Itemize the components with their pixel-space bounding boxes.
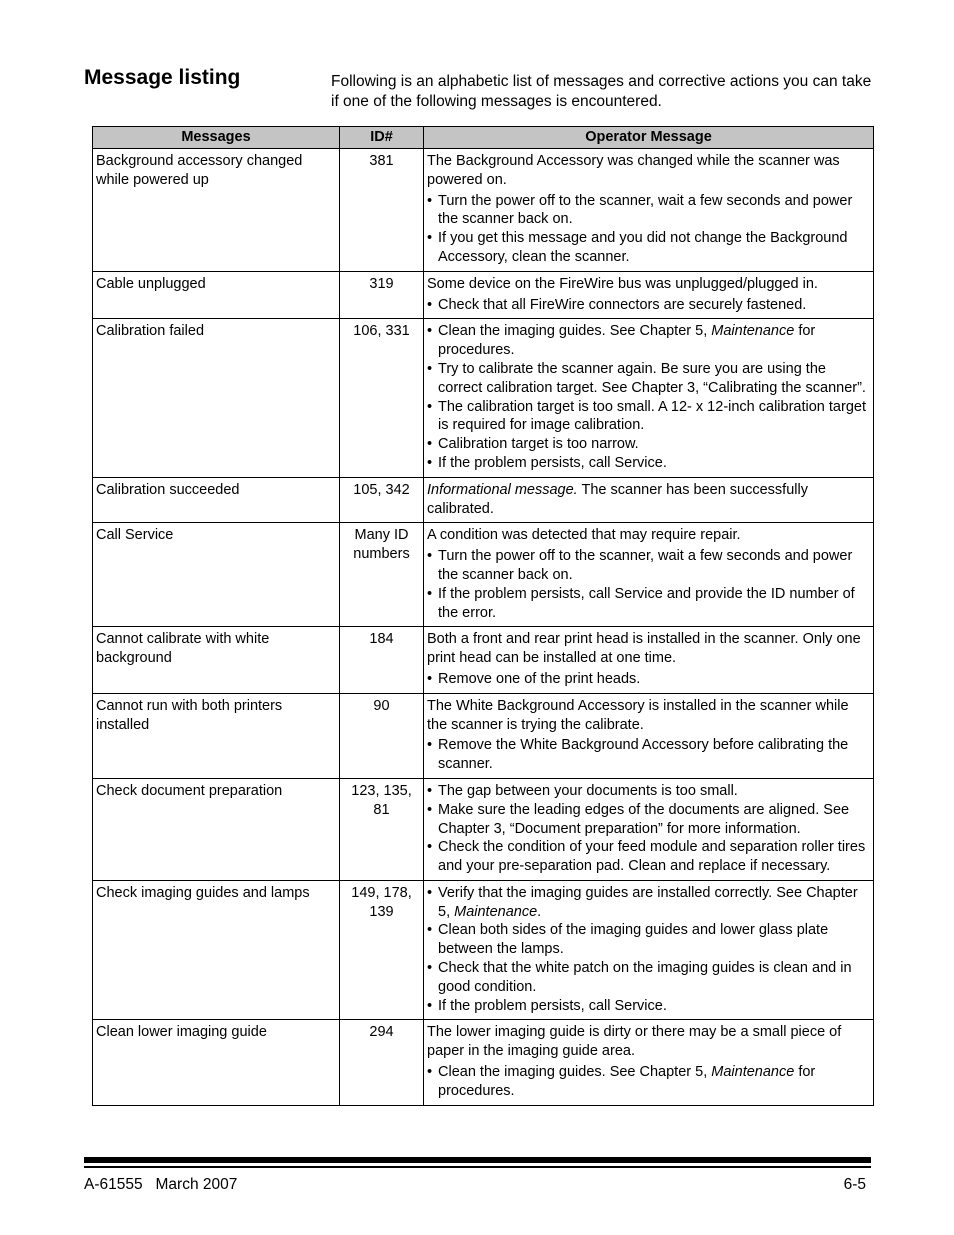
table-header-row — [93, 127, 874, 149]
operator-message-text: A condition was detected that may require repair. — [427, 527, 741, 544]
action-item: • If the problem persists, call Service and provide the ID number of the error. — [427, 585, 870, 623]
operator-message-text: The lower imaging guide is dirty or there may be a small piece of paper in the imaging guide area. — [427, 1024, 842, 1060]
action-list — [427, 322, 870, 472]
message-id: 106, 331 — [340, 319, 424, 477]
action-item: • If the problem persists, call Service. — [427, 454, 870, 473]
action-list — [427, 547, 870, 622]
action-item: • Try to calibrate the scanner again. Be sure you are using the correct calibration target. See Chapter 3, “Calibrating the scanner”. — [427, 360, 870, 398]
message-id: Many ID numbers — [340, 523, 424, 627]
footer-doc-id-date: A-61555 March 2007 — [84, 1176, 238, 1193]
table-row — [93, 627, 874, 693]
message-name: Calibration succeeded — [93, 477, 340, 523]
action-item: • The gap between your documents is too small. — [427, 782, 870, 801]
operator-message — [424, 693, 874, 778]
table-body — [93, 149, 874, 1106]
footer-page-number: 6-5 — [843, 1176, 866, 1193]
message-name: Background accessory changed while powered up — [93, 149, 340, 272]
action-item: • Remove the White Background Accessory before calibrating the scanner. — [427, 736, 870, 774]
intro-paragraph: Following is an alphabetic list of messages and corrective actions you can take if one of the following messages is encountered. — [331, 73, 872, 110]
header-operator-message: Operator Message — [424, 127, 874, 149]
message-id: 319 — [340, 271, 424, 319]
table-row — [93, 523, 874, 627]
table-row — [93, 319, 874, 477]
action-list — [427, 782, 870, 876]
action-item: • Clean the imaging guides. See Chapter 5, Maintenance for procedures. — [427, 322, 870, 360]
operator-message — [424, 880, 874, 1020]
operator-message-text: Both a front and rear print head is installed in the scanner. Only one print head can be installed at one time. — [427, 631, 861, 667]
action-item: • Make sure the leading edges of the documents are aligned. See Chapter 3, “Document preparation” for more information. — [427, 801, 870, 839]
message-name: Clean lower imaging guide — [93, 1020, 340, 1105]
operator-message — [424, 271, 874, 319]
operator-message-text: Informational message. The scanner has been successfully calibrated. — [427, 481, 808, 517]
action-item: • Verify that the imaging guides are installed correctly. See Chapter 5, Maintenance. — [427, 884, 870, 922]
message-name: Call Service — [93, 523, 340, 627]
operator-message — [424, 477, 874, 523]
message-id: 90 — [340, 693, 424, 778]
message-name: Check imaging guides and lamps — [93, 880, 340, 1020]
message-id: 294 — [340, 1020, 424, 1105]
action-list — [427, 736, 870, 774]
message-name: Cable unplugged — [93, 271, 340, 319]
action-item: • Calibration target is too narrow. — [427, 435, 870, 454]
message-id: 381 — [340, 149, 424, 272]
operator-message — [424, 1020, 874, 1105]
operator-message — [424, 523, 874, 627]
operator-message-text: The Background Accessory was changed while the scanner was powered on. — [427, 153, 840, 188]
footer-rule-thick — [84, 1157, 871, 1163]
operator-message — [424, 778, 874, 880]
operator-message — [424, 149, 874, 272]
action-item: • Turn the power off to the scanner, wait a few seconds and power the scanner back on. — [427, 192, 870, 230]
action-item: • Clean both sides of the imaging guides and lower glass plate between the lamps. — [427, 921, 870, 959]
operator-message-text: Some device on the FireWire bus was unplugged/plugged in. — [427, 275, 818, 292]
header-messages: Messages — [93, 127, 340, 149]
action-item: • The calibration target is too small. A 12- x 12-inch calibration target is required for image calibration. — [427, 398, 870, 436]
action-list — [427, 192, 870, 267]
message-id: 105, 342 — [340, 477, 424, 523]
message-table — [92, 126, 874, 1106]
action-item: • Clean the imaging guides. See Chapter 5, Maintenance for procedures. — [427, 1063, 870, 1101]
action-item: • If the problem persists, call Service. — [427, 997, 870, 1016]
footer-rule-thin — [84, 1166, 871, 1168]
operator-message — [424, 319, 874, 477]
action-list — [427, 670, 870, 689]
operator-message — [424, 627, 874, 693]
table-row — [93, 271, 874, 319]
message-id: 184 — [340, 627, 424, 693]
table-row — [93, 880, 874, 1020]
table-row — [93, 477, 874, 523]
message-id: 149, 178, 139 — [340, 880, 424, 1020]
message-name: Calibration failed — [93, 319, 340, 477]
action-list — [427, 884, 870, 1016]
message-name: Check document preparation — [93, 778, 340, 880]
table-row — [93, 1020, 874, 1105]
table-row — [93, 693, 874, 778]
message-id: 123, 135, 81 — [340, 778, 424, 880]
section-title: Message listing — [84, 66, 241, 89]
operator-message-text: The White Background Accessory is installed in the scanner while the scanner is trying the calibrate. — [427, 697, 849, 733]
header-id: ID# — [340, 127, 424, 149]
action-item: • Check the condition of your feed module and separation roller tires and your pre-separation pad. Clean and replace if necessary. — [427, 838, 870, 876]
action-item: • Remove one of the print heads. — [427, 670, 870, 689]
message-name: Cannot run with both printers installed — [93, 693, 340, 778]
action-item: • Check that all FireWire connectors are securely fastened. — [427, 296, 870, 315]
table-row — [93, 149, 874, 272]
message-name: Cannot calibrate with white background — [93, 627, 340, 693]
table-row — [93, 778, 874, 880]
action-item: • Turn the power off to the scanner, wait a few seconds and power the scanner back on. — [427, 547, 870, 585]
action-item: • Check that the white patch on the imaging guides is clean and in good condition. — [427, 959, 870, 997]
action-list — [427, 296, 870, 315]
action-list — [427, 1063, 870, 1101]
action-item: • If you get this message and you did not change the Background Accessory, clean the scanner. — [427, 229, 870, 267]
